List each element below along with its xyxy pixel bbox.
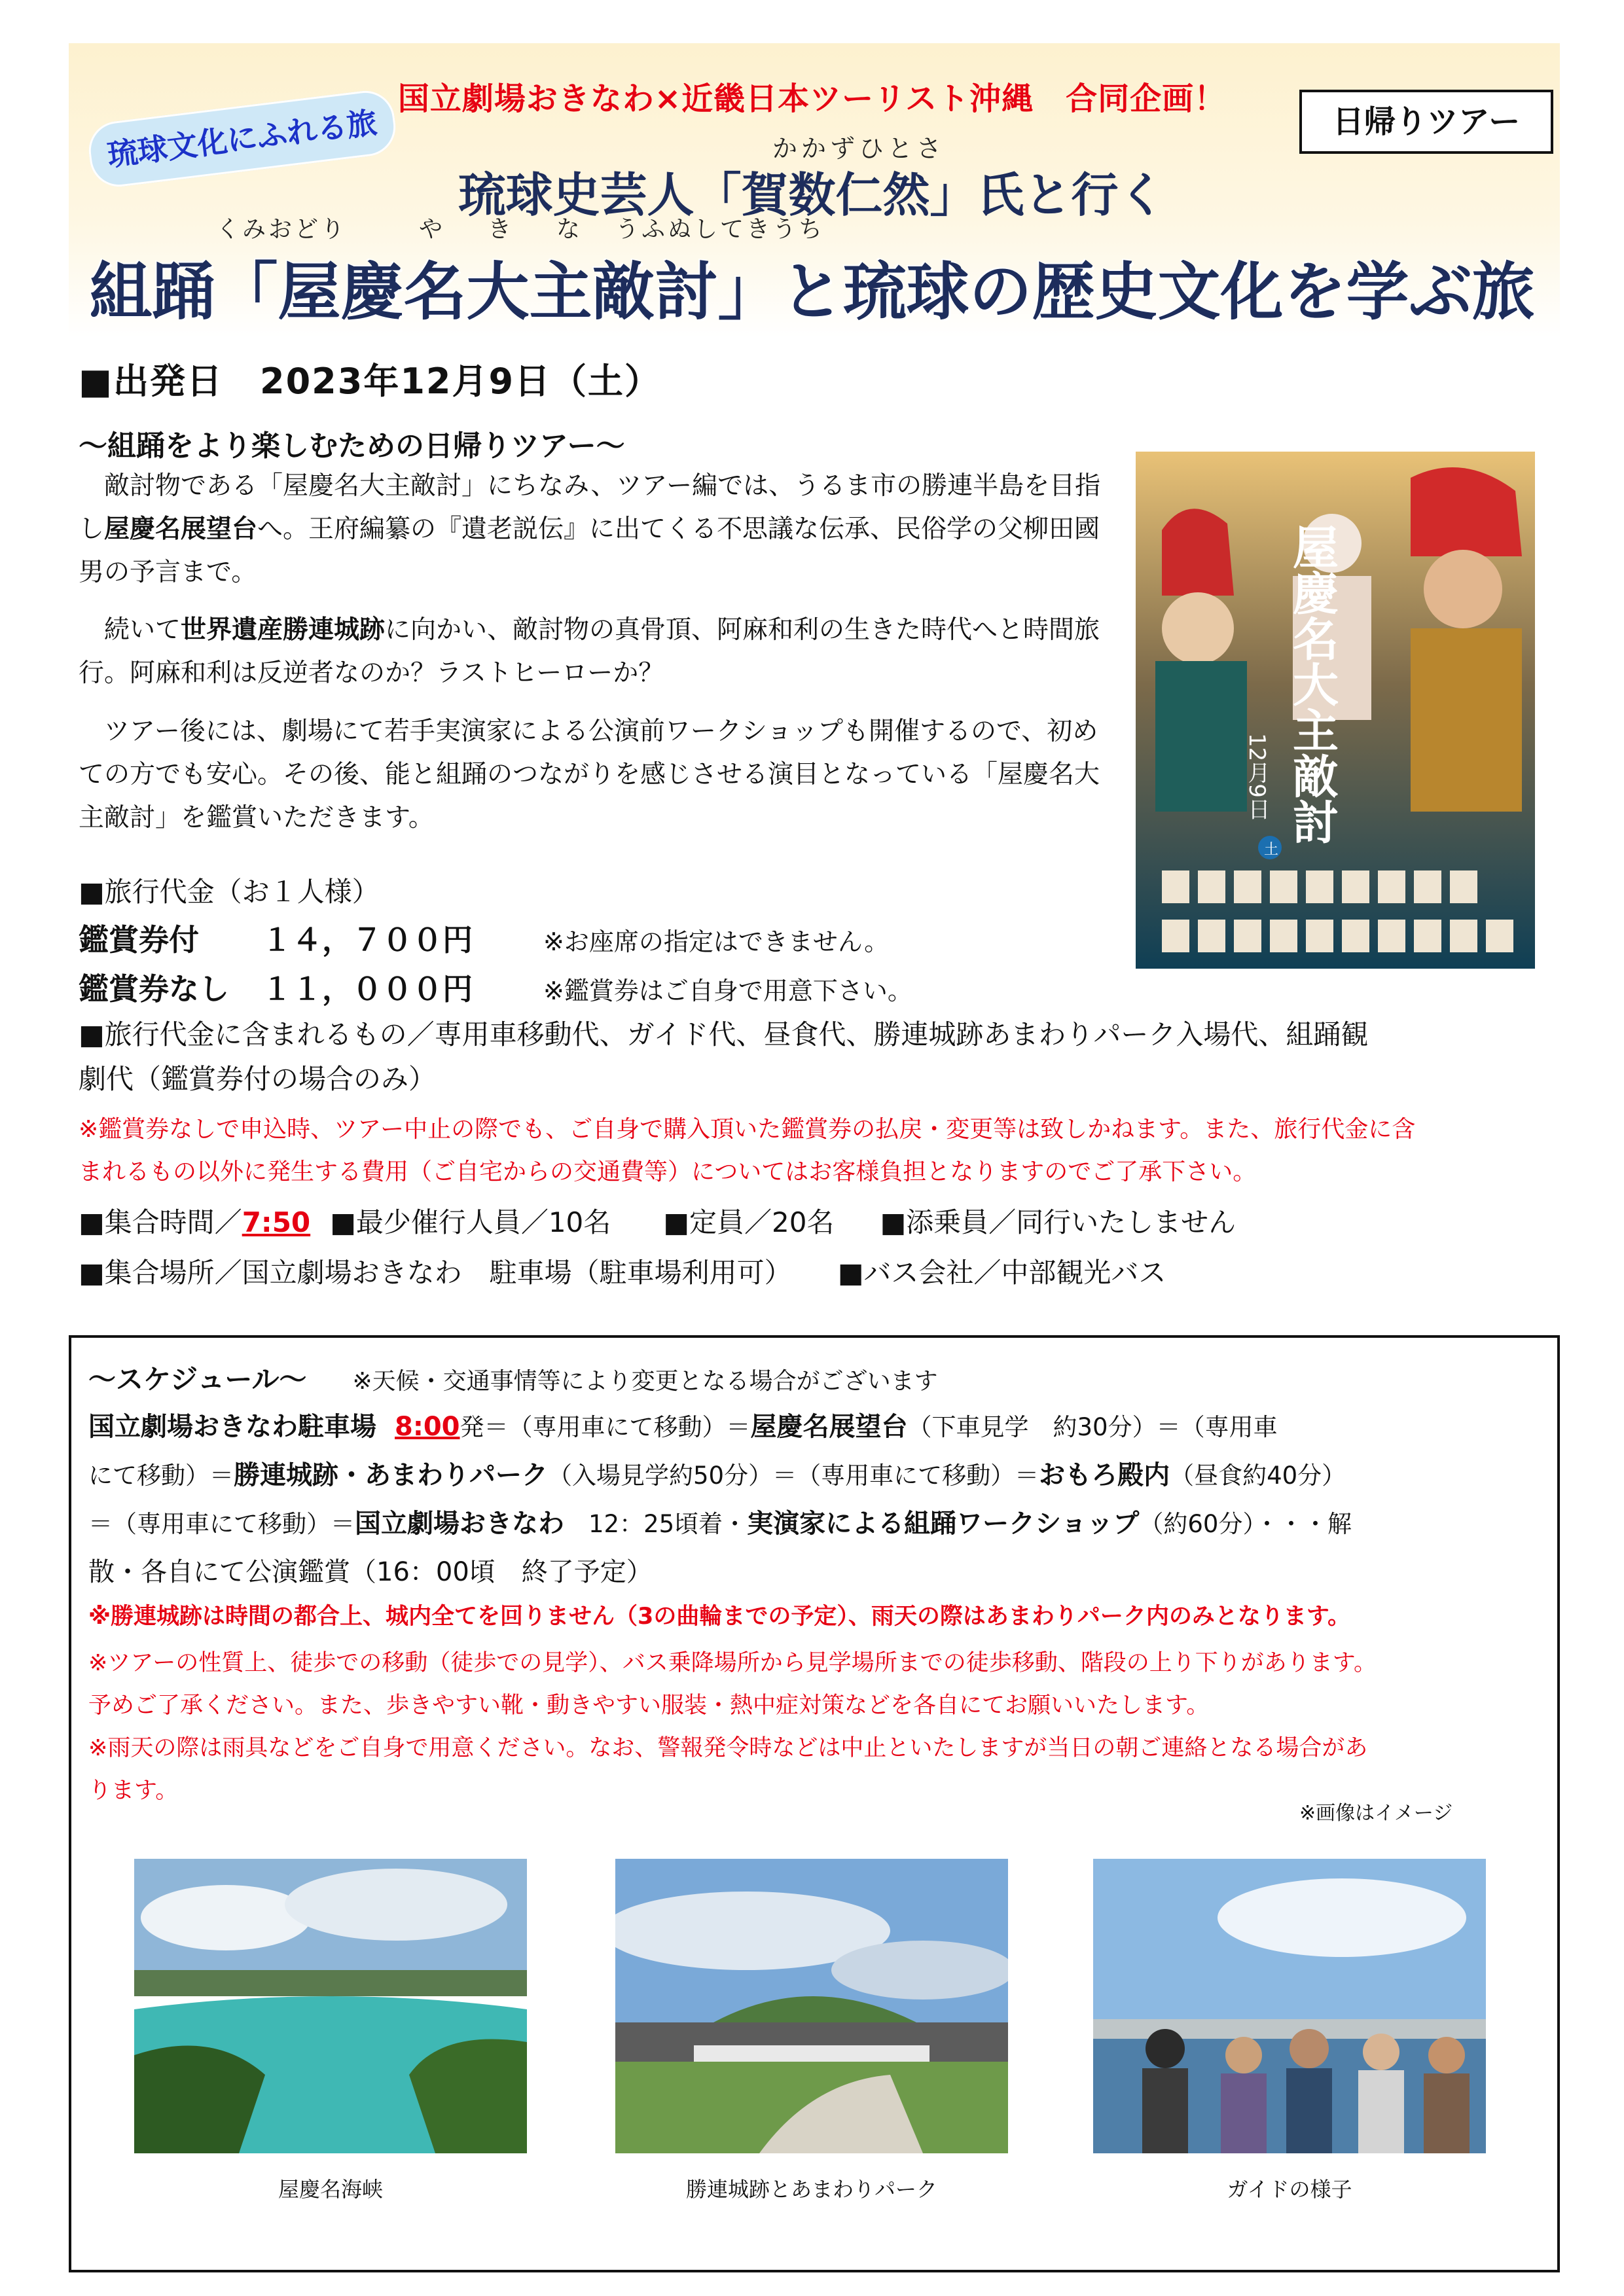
intro-paragraph-3: ツアー後には、劇場にて若手実演家による公演前ワークショップも開催するので、初めての方でも安心。その後、能と組踊のつながりを感じさせる演目となっている「屋慶名大主敵討」を鑑賞いただきます。 bbox=[79, 717, 1100, 833]
price-with-ticket: 鑑賞券付 １４，７００円 ※お座席の指定はできません。 bbox=[79, 922, 890, 958]
poster-day: 土 bbox=[1264, 842, 1279, 858]
subtitle: 琉球史芸人「賀数仁然」氏と行く bbox=[458, 167, 1166, 223]
ruby-kumiodori: くみおどり bbox=[216, 216, 348, 243]
price-without-ticket: 鑑賞券なし １１，０００円 ※鑑賞券はご自身で用意下さい。 bbox=[79, 971, 912, 1007]
includes-line-2: 劇代（鑑賞券付の場合のみ） bbox=[79, 1063, 437, 1095]
ruby-rest: うふぬしてきうち bbox=[615, 216, 825, 243]
meeting-time: 7:50 bbox=[242, 1206, 311, 1238]
schedule-note-4: ※雨天の際は雨具などをご自身で用意ください。なお、警報発令時などは中止といたしますが当日の朝ご連絡となる場合があ bbox=[88, 1735, 1368, 1761]
guide-scene-photo bbox=[1093, 1859, 1486, 2153]
katsuren-castle: 世界遺産勝連城跡 bbox=[181, 615, 386, 645]
caption-katsuren-park: 勝連城跡とあまわりパーク bbox=[685, 2177, 937, 2202]
ryukyu-culture-tag: 琉球文化にふれる旅 bbox=[86, 88, 399, 190]
performance-poster bbox=[1136, 452, 1535, 969]
schedule-note-5: ります。 bbox=[88, 1778, 179, 1804]
refund-note-1: ※鑑賞券なしで申込時、ツアー中止の際でも、ご自身で購入頂いた鑑賞券の払戻・変更等は致しかねます。また、旅行代金に含 bbox=[79, 1116, 1416, 1143]
schedule-line-1: 国立劇場おきなわ駐車場 8:00発＝（専用車にて移動）＝屋慶名展望台（下車見学 約30分）＝（専用車 bbox=[88, 1412, 1278, 1442]
ruby-na: な bbox=[556, 216, 583, 243]
day-trip-badge: 日帰りツアー bbox=[1299, 90, 1553, 154]
schedule-note-3: 予めご了承ください。また、歩きやすい靴・動きやすい服装・熱中症対策などを各自にてお願いいたします。 bbox=[88, 1693, 1210, 1719]
guide-name-ruby: かかずひとさ bbox=[772, 134, 946, 163]
joint-plan-label: 国立劇場おきなわ×近畿日本ツーリスト沖縄 合同企画！ bbox=[397, 81, 1227, 117]
poster-title bbox=[1286, 524, 1340, 844]
meeting-info-row: ■集合時間／7:50 ■最少催行人員／10名 ■定員／20名 ■添乗員／同行いたしません bbox=[79, 1206, 1236, 1238]
price-heading: ■旅行代金（お１人様） bbox=[79, 876, 380, 908]
schedule-line-2: にて移動）＝勝連城跡・あまわりパーク（入場見学約50分）＝（専用車にて移動）＝おもろ殿内（昼食約40分） bbox=[88, 1460, 1346, 1490]
main-title: 組踊「屋慶名大主敵討」と琉球の歴史文化を学ぶ旅 bbox=[89, 255, 1535, 329]
schedule-note-1: ※勝連城跡は時間の都合上、城内全てを回りません（3の曲輪までの予定）、雨天の際はあまわりパーク内のみとなります。 bbox=[88, 1604, 1351, 1630]
yakena-viewpoint: 屋慶名展望台 bbox=[104, 514, 258, 544]
intro-paragraph-2: 続いて世界遺産勝連城跡に向かい、敵討物の真骨頂、阿麻和利の生きた時代へと時間旅行。阿麻和利は反逆者なのか？ラストヒーローか？ bbox=[79, 615, 1100, 688]
image-note: ※画像はイメージ bbox=[1299, 1802, 1453, 1825]
intro-paragraph-1: 敵討物である「屋慶名大主敵討」にちなみ、ツアー編では、うるま市の勝連半島を目指し屋慶名展望台へ。王府編纂の『遺老説伝』に出てくる不思議な伝承、民俗学の父柳田國男の予言まで。 bbox=[79, 471, 1101, 587]
katsuren-park-photo bbox=[615, 1859, 1008, 2153]
ruby-ki: き bbox=[488, 216, 514, 243]
ruby-ya: や bbox=[419, 216, 446, 243]
departure-date: ■出発日 2023年12月9日（土） bbox=[79, 361, 662, 402]
refund-note-2: まれるもの以外に発生する費用（ご自宅からの交通費等）についてはお客様負担となりますのでご了承下さい。 bbox=[79, 1158, 1257, 1185]
tour-lead: ～組踊をより楽しむための日帰りツアー～ bbox=[79, 429, 625, 463]
schedule-line-4: 散・各自にて公演鑑賞（16：00頃 終了予定） bbox=[88, 1557, 653, 1587]
poster-title-char: 屋慶名大主敵討 bbox=[1285, 524, 1340, 844]
caption-yakena-strait: 屋慶名海峡 bbox=[278, 2177, 383, 2202]
schedule-heading: ～スケジュール～ ※天候・交通事情等により変更となる場合がございます bbox=[88, 1363, 938, 1395]
yakena-strait-photo bbox=[134, 1859, 527, 2153]
schedule-note-2: ※ツアーの性質上、徒歩での移動（徒歩での見学）、バス乗降場所から見学場所までの徒歩移動、階段の上り下りがあります。 bbox=[88, 1650, 1377, 1676]
schedule-line-3: ＝（専用車にて移動）＝国立劇場おきなわ 12：25頃着・実演家による組踊ワークショップ（約60分）・・・解 bbox=[88, 1509, 1352, 1539]
meeting-place-row: ■集合場所／国立劇場おきなわ 駐車場（駐車場利用可） ■バス会社／中部観光バス bbox=[79, 1257, 1166, 1289]
includes-line-1: ■旅行代金に含まれるもの／専用車移動代、ガイド代、昼食代、勝連城跡あまわりパーク入場代、組踊観 bbox=[79, 1018, 1369, 1050]
caption-guide: ガイドの様子 bbox=[1227, 2177, 1352, 2202]
poster-date: 12月9日 bbox=[1244, 733, 1270, 820]
